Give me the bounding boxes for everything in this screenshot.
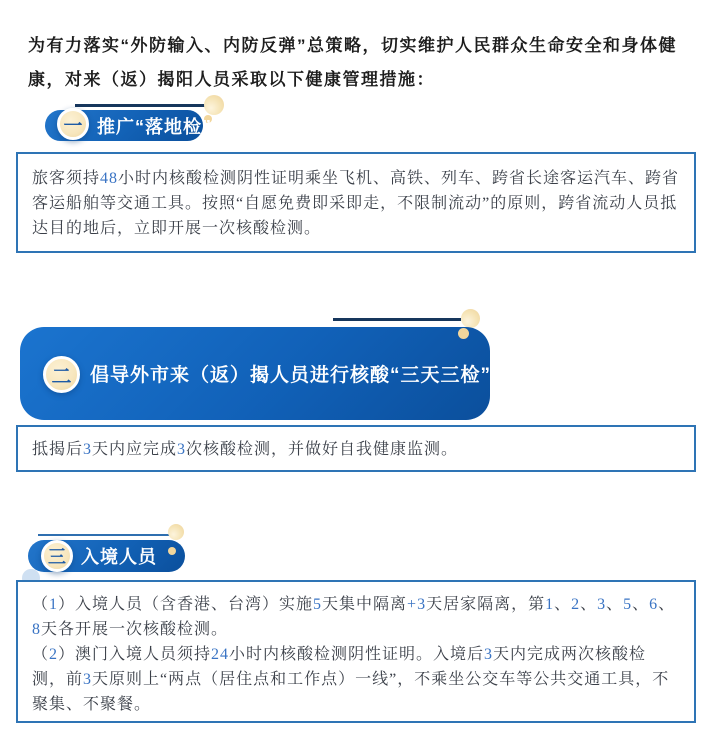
- section3-deco-dot: [168, 547, 176, 555]
- section3-number: 三: [48, 547, 66, 567]
- intro-paragraph: 为有力落实“外防输入、内防反弹”总策略，切实维护人民群众生命安全和身体健康，对来（返）揭阳人员采取以下健康管理措施：: [28, 36, 677, 89]
- section1-number-circle: [57, 108, 89, 140]
- section2-content-box: [16, 425, 696, 472]
- section1-title: 推广“落地检”: [97, 116, 212, 137]
- section2-deco-line: [333, 318, 461, 321]
- section1-number: 一: [63, 115, 83, 137]
- section3-deco-line: [38, 534, 173, 536]
- section3-body-text-2: （2）澳门入境人员须持24小时内核酸检测阴性证明。入境后3天内完成两次核酸检测，前3天原则上“两点（居住点和工作点）一线”，不乘坐公交车等公共交通工具，不聚集、不聚餐。: [32, 646, 670, 713]
- section3-number-circle: [41, 540, 73, 572]
- section1-deco-line: [75, 104, 207, 107]
- section2-body-text: 抵揭后3天内应完成3次核酸检测，并做好自我健康监测。: [32, 441, 459, 458]
- section3-deco-circle: [168, 524, 184, 540]
- section1-body-text: 旅客须持48小时内核酸检测阴性证明乘坐飞机、高铁、列车、跨省长途客运汽车、跨省客运船舶等交通工具。按照“自愿免费即采即走，不限制流动”的原则，跨省流动人员抵达目的地后，立即开展一次核酸检测。: [32, 170, 680, 237]
- section2-number: 二: [51, 366, 72, 388]
- section1-content-box: [16, 152, 696, 253]
- section3-body-text-1: （1）入境人员（含香港、台湾）实施5天集中隔离+3天居家隔离，第1、2、3、5、6、8天各开展一次核酸检测。: [32, 596, 676, 638]
- section2-deco-circle: [461, 309, 480, 328]
- section2-title: 倡导外市来（返）揭人员进行核酸“三天三检”: [90, 365, 492, 386]
- section3-title: 入境人员: [81, 547, 157, 567]
- section3-content-box: [16, 580, 696, 723]
- section2-number-circle: [43, 356, 80, 393]
